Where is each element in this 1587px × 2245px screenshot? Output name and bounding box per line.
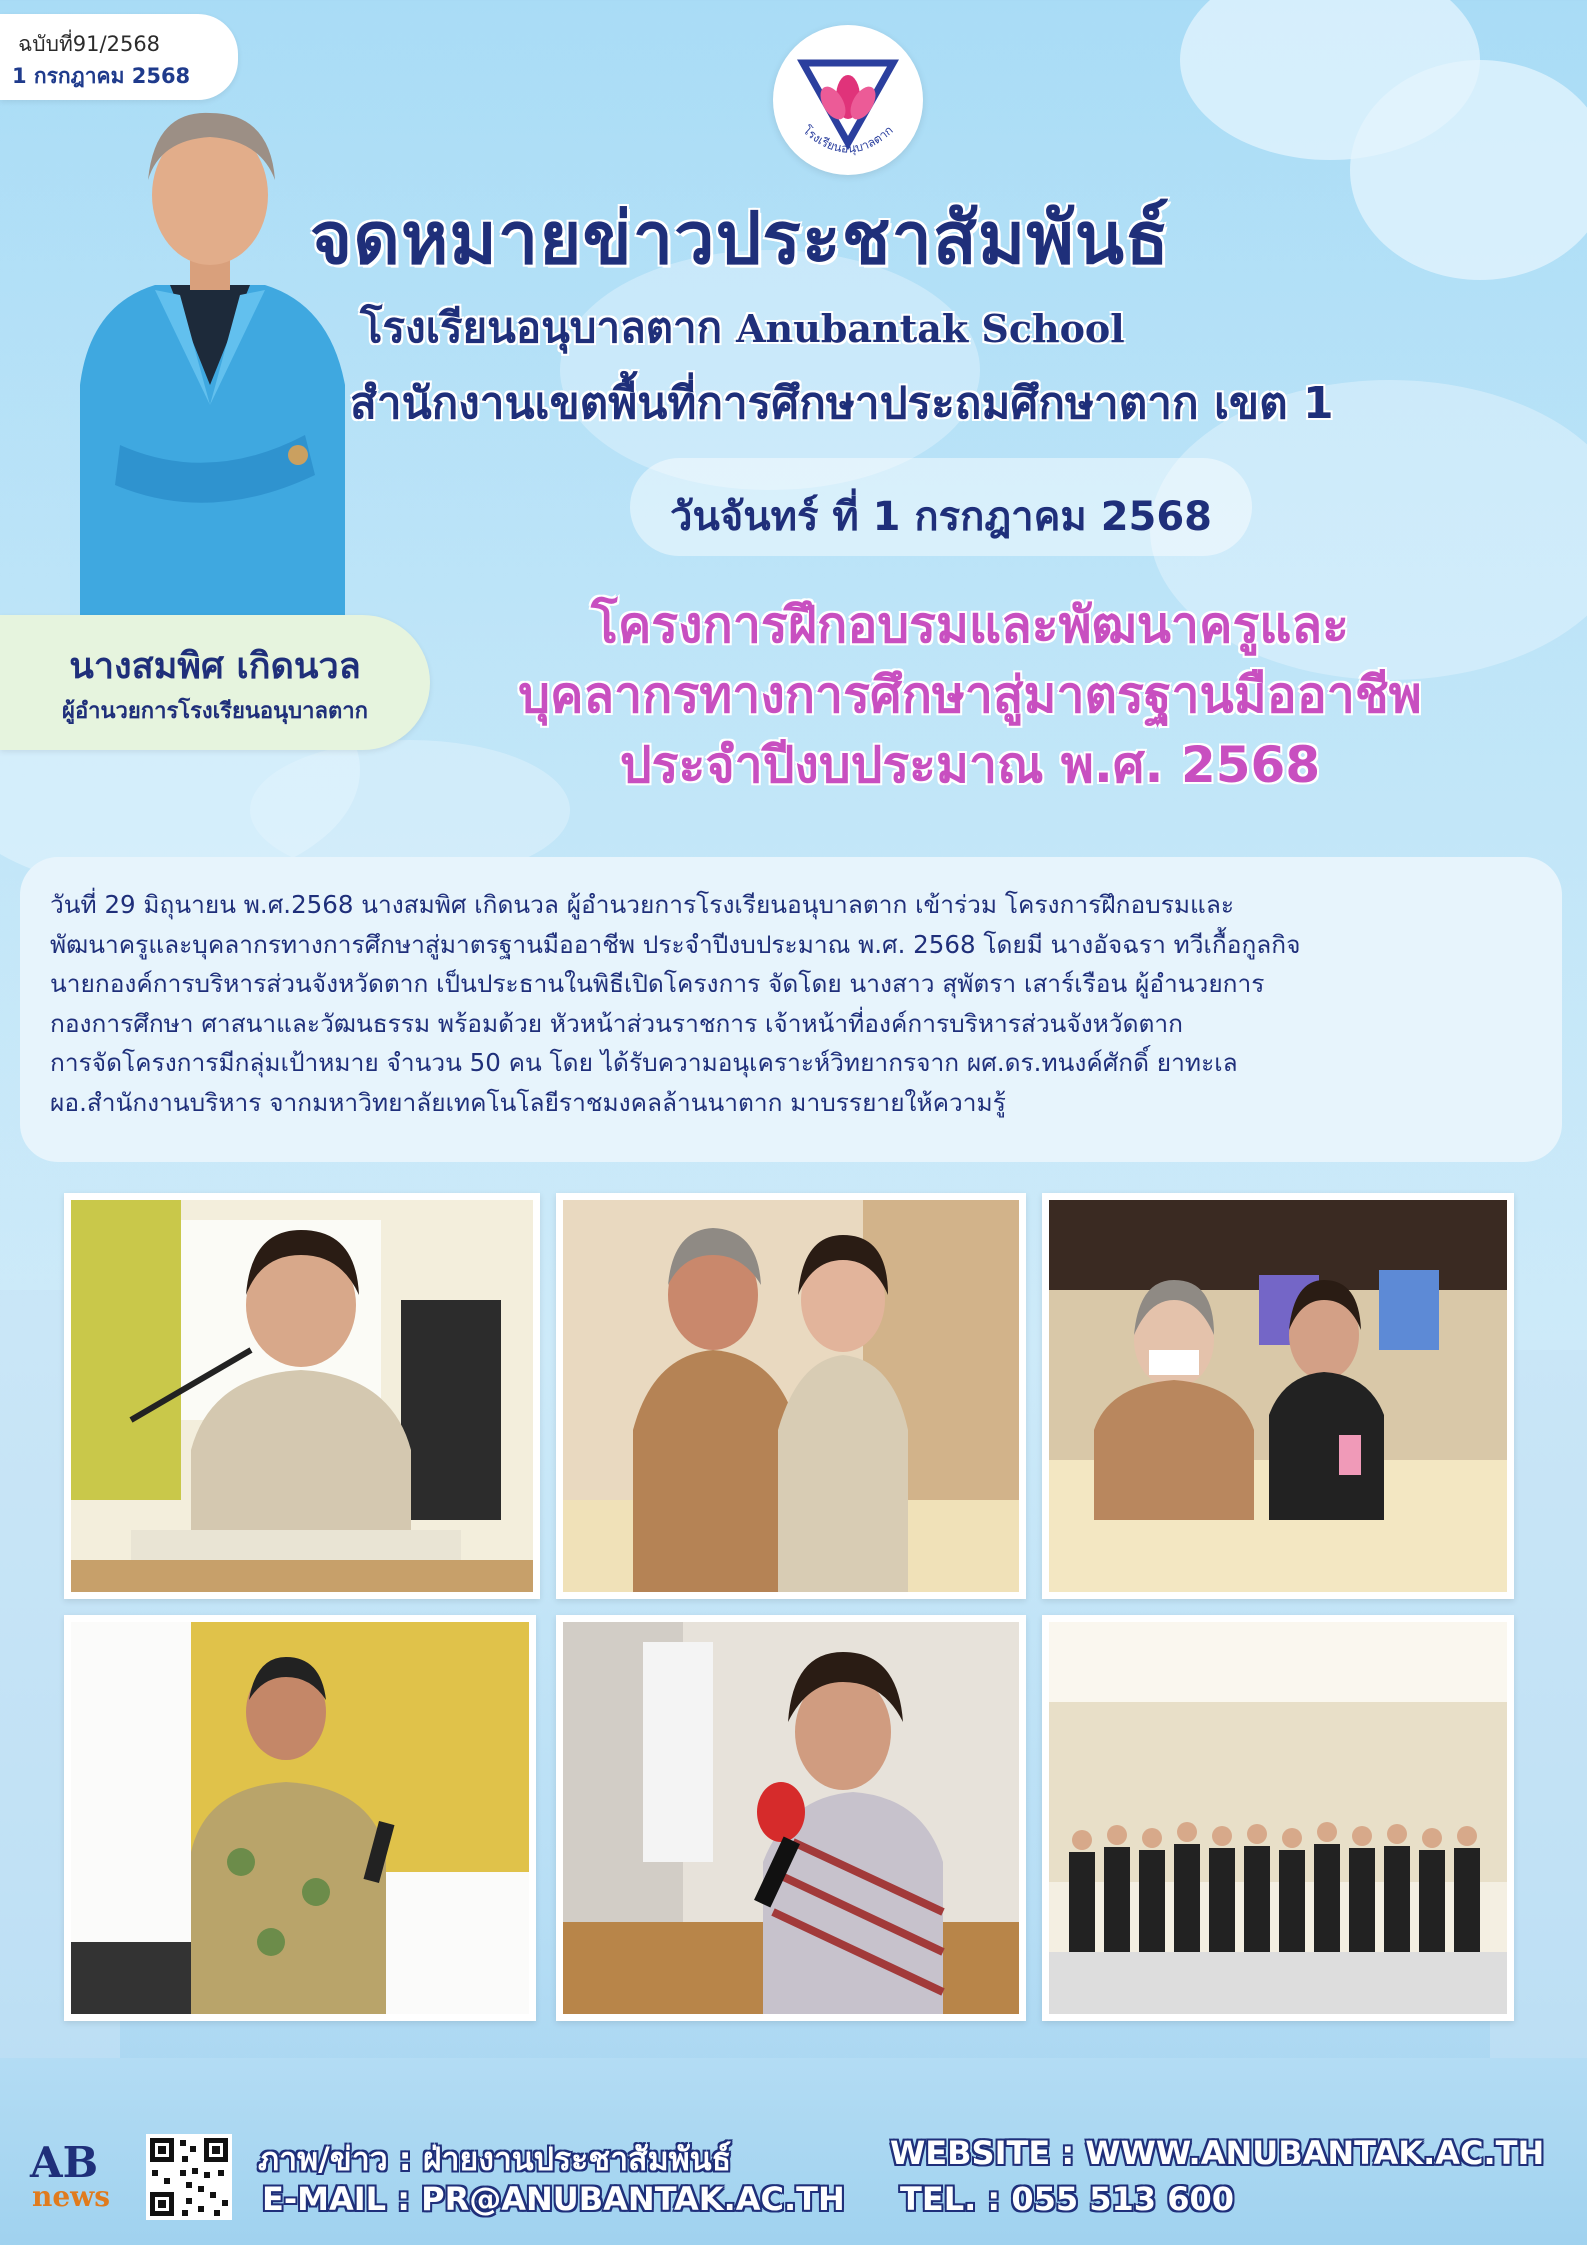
headline-line-1: โครงการฝึกอบรมและพัฒนาครูและ [590,596,1350,654]
school-name-en: Anubantak School [736,306,1125,351]
event-photo-speaker-desk [64,1193,540,1599]
news-body [20,857,1562,1162]
project-headline [450,590,1490,800]
principal-position: ผู้อำนวยการโรงเรียนอนุบาลตาก [62,699,368,724]
newsletter-title: จดหมายข่าวประชาสัมพันธ์ [310,196,1170,280]
footer-email[interactable]: E-MAIL : PR@ANUBANTAK.AC.TH [262,2180,845,2218]
principal-name-pill [0,615,430,750]
school-name [360,295,1125,361]
event-photo-group [1042,1615,1514,2021]
school-logo [773,25,923,175]
footer-tel: TEL. : 055 513 600 [900,2180,1234,2218]
body-line: กองการศึกษา ศาสนาและวัฒนธรรม พร้อมด้วย หัวหน้าส่วนราชการ เจ้าหน้าที่องค์การบริหารส่วนจังหวัดตาก [50,1008,1183,1038]
body-line: นายกองค์การบริหารส่วนจังหวัดตาก เป็นประธานในพิธีเปิดโครงการ จัดโดย นางสาว สุพัตรา เสาร์เรือน ผู้อำนวยการ [50,969,1265,998]
body-line: ผอ.สำนักงานบริหาร จากมหาวิทยาลัยเทคโนโลยีราชมงคลล้านนาตาก มาบรรยายให้ความรู้ [50,1087,1006,1117]
body-line: พัฒนาครูและบุคลากรทางการศึกษาสู่มาตรฐานมืออาชีพ ประจำปีงบประมาณ พ.ศ. 2568 โดยมี นางอัจฉรา ทวีเกื้อกูลกิจ [50,929,1301,959]
footer-credit: ภาพ/ข่าว : ฝ่ายงานประชาสัมพันธ์ [258,2140,732,2178]
event-photo-woman-microphone [556,1615,1026,2021]
ab-news-logo-news: news [32,2180,111,2213]
svg-text:โรงเรียนอนุบาลตาก: โรงเรียนอนุบาลตาก [800,122,896,156]
issue-date: 1 กรกฎาคม 2568 [12,64,191,88]
school-name-th: โรงเรียนอนุบาลตาก [360,303,723,352]
education-office: สำนักงานเขตพื้นที่การศึกษาประถมศึกษาตาก เขต 1 [350,378,1334,429]
qr-code-icon[interactable] [146,2134,232,2220]
logo-caption [773,25,923,175]
news-date: วันจันทร์ ที่ 1 กรกฎาคม 2568 [669,494,1213,540]
event-photo-male-lecturer [64,1615,536,2021]
headline-line-3: ประจำปีงบประมาณ พ.ศ. 2568 [619,736,1321,794]
body-line: วันที่ 29 มิถุนายน พ.ศ.2568 นางสมพิศ เกิดนวล ผู้อำนวยการโรงเรียนอนุบาลตาก เข้าร่วม โครงการฝึกอบรมและ [50,890,1235,919]
headline-line-2: บุคลากรทางการศึกษาสู่มาตรฐานมืออาชีพ [518,666,1422,724]
issue-number: ฉบับที่91/2568 [18,32,161,56]
principal-name: นางสมพิศ เกิดนวล [69,646,361,687]
event-photo-seated-audience [1042,1193,1514,1599]
body-line: การจัดโครงการมีกลุ่มเป้าหมาย จำนวน 50 คน โดย ได้รับความอนุเคราะห์วิทยากรจาก ผศ.ดร.ทนงค์ศักดิ์ ยาทะเล [50,1048,1238,1077]
ab-news-logo: AB [30,2138,99,2187]
date-pill [630,458,1252,556]
principal-photo [60,85,360,625]
footer-website[interactable]: WEBSITE : WWW.ANUBANTAK.AC.TH [890,2134,1545,2172]
event-photo-two-women [556,1193,1026,1599]
